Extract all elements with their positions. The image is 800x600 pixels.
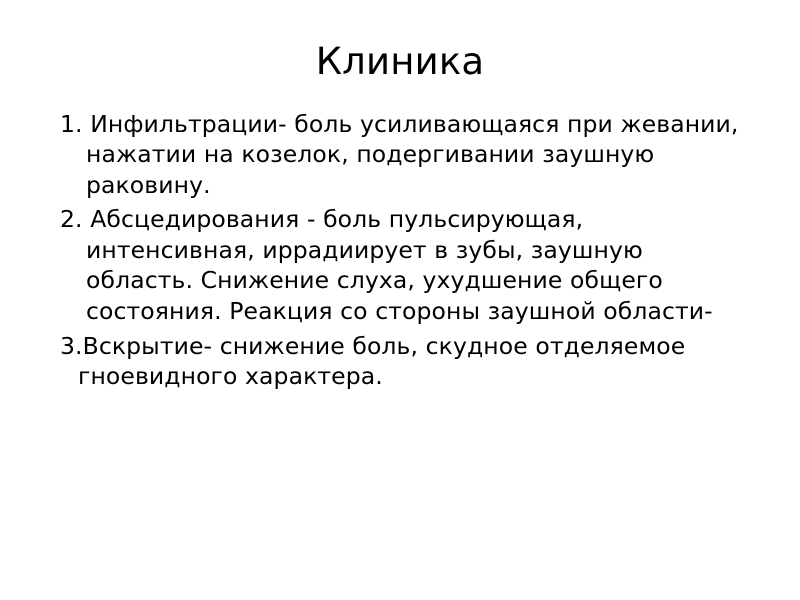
page-title: Клиника: [315, 40, 485, 83]
slide-body-list: [0, 83, 800, 392]
list-item: 2. Абсцедирования - боль пульсирующая, интенсивная, иррадиирует в зубы, заушную область. Снижение слуха, ухудшение общего состояния. Реакция со стороны заушной области-: [60, 205, 713, 325]
list-item: 1. Инфильтрации- боль усиливающаяся при жевании, нажатии на козелок, подергивании заушную раковину.: [60, 109, 739, 199]
list-item: 3.Вскрытие- снижение боль, скудное отделяемое гноевидного характера.: [60, 331, 686, 391]
